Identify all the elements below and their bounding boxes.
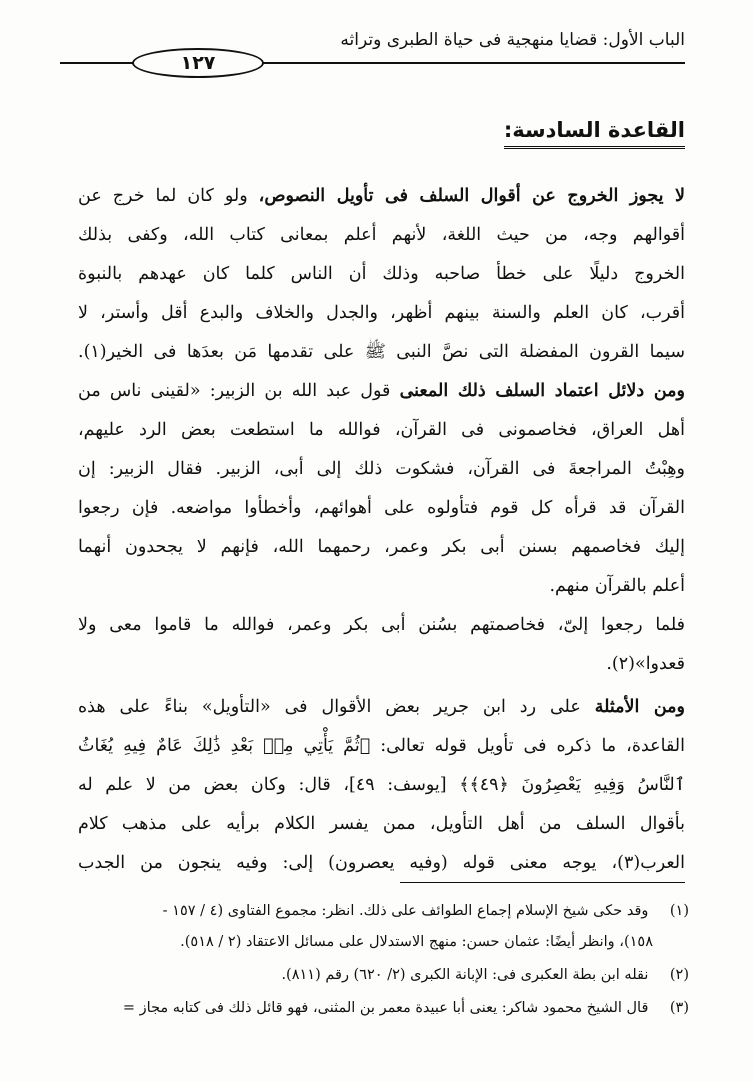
text-line: أقوالهم وجه، من حيث اللغة، لأنهم أعلم بمعانى كتاب الله، وكفى بذلك [78,225,685,245]
text-line: وهِبْتُ المراجعةَ فى القرآن، فشكوت ذلك إلى أبى، الزبير. فقال الزبير: إن [78,459,685,479]
footnote-rule [400,882,685,883]
footnote-line [70,960,689,991]
section-heading: القاعدة السادسة: [504,118,685,149]
text-line [78,688,685,727]
text-line [78,372,685,411]
footnote-number: (١) [669,903,689,919]
text-line: القرآن قد قرأه كل قوم فتأولوه على أهوائهم، وأخطأوا مواضعه. فإن رجعوا [78,498,685,518]
text-line: قعدوا»(٢). [606,654,685,674]
paragraph [78,606,685,684]
footnote [70,993,689,1024]
footnote [70,896,689,958]
text-line: القاعدة، ما ذكره فى تأويل قوله تعالى: ﴿ثُمَّ يَأْتِي مِنۢ بَعْدِ ذَٰلِكَ عَامٌ فِيهِ يُغَاثُ [78,736,685,756]
footnote-number: (٣) [669,1000,689,1016]
line-text: ولو كان لما خرج عن [78,186,259,206]
text-line: أعلم بالقرآن منهم. [549,576,685,596]
text-line: أقرب، كان العلم والسنة بينهم أظهر، والجدل والخلاف والبدع أقل وأستر، لا [78,303,685,323]
paragraph [78,177,685,372]
bold-lead: لا يجوز الخروج عن أقوال السلف فى تأويل النصوص، [258,186,685,206]
text-line: أهل العراق، فخاصمونى فى القرآن، فوالله ما استطعت بعض الرد عليهم، [78,420,685,440]
text-line: بأقوال السلف من أهل التأويل، ممن يفسر الكلام برأيه على مذهب كلام [78,814,685,834]
text-line: سيما القرون المفضلة التى نصَّ النبى ﷺ على تقدمها مَن بعدَها فى الخير(١). [78,342,685,362]
bold-lead: ومن دلائل اعتماد السلف ذلك المعنى [399,381,685,401]
page-header [60,14,685,74]
line-text: على رد ابن جرير بعض الأقوال فى «التأويل» بناءً على هذه [78,697,595,717]
paragraph [78,372,685,606]
line-text: قول عبد الله بن الزبير: «لقينى ناس من [78,381,400,401]
footnote-text: وقد حكى شيخ الإسلام إجماع الطوائف على ذلك. انظر: مجموع الفتاوى (٤ / ١٥٧ - [162,903,649,919]
footnote-text: قال الشيخ محمود شاكر: يعنى أبا عبيدة معمر بن المثنى، فهو قائل ذلك فى كتابه مجاز = [122,1000,649,1016]
text-line [78,177,685,216]
text-line: فلما رجعوا إلىّ، فخاصمتهم بسُنن أبى بكر وعمر، فوالله ما قاموا معى ولا [78,615,685,635]
bold-lead: ومن الأمثلة [594,697,685,717]
footnote-line [70,993,689,1024]
footnote-number: (٢) [669,967,689,983]
page-number: ١٢٧ [132,48,264,78]
footnote [70,960,689,991]
paragraph [78,688,685,883]
text-line: ٱلنَّاسُ وَفِيهِ يَعْصِرُونَ ﴿٤٩﴾﴾ [يوسف: ٤٩]، قال: وكان بعض من لا علم له [78,775,685,795]
footnote-line: ١٥٨)، وانظر أيضًا: عثمان حسن: منهج الاستدلال على مسائل الاعتقاد (٢ / ٥١٨). [180,934,653,950]
text-line: إليك فخاصمهم بسنن أبى بكر وعمر، رحمهما الله، فإنهم لا يجحدون أنهما [78,537,685,557]
text-line: الخروج دليلًا على خطأ صاحبه وذلك أن الناس كلما كان عهدهم بالنبوة [78,264,685,284]
text-line: العرب(٣)، يوجه معنى قوله (وفيه يعصرون) إلى: وفيه ينجون من الجدب [78,853,685,873]
footnote-line [70,896,689,927]
footnote-text: نقله ابن بطة العكبرى فى: الإبانة الكبرى (٢/ ٦٢٠) رقم (٨١١). [281,967,649,983]
running-title: الباب الأول: قضايا منهجية فى حياة الطبرى وتراثه [340,30,685,50]
